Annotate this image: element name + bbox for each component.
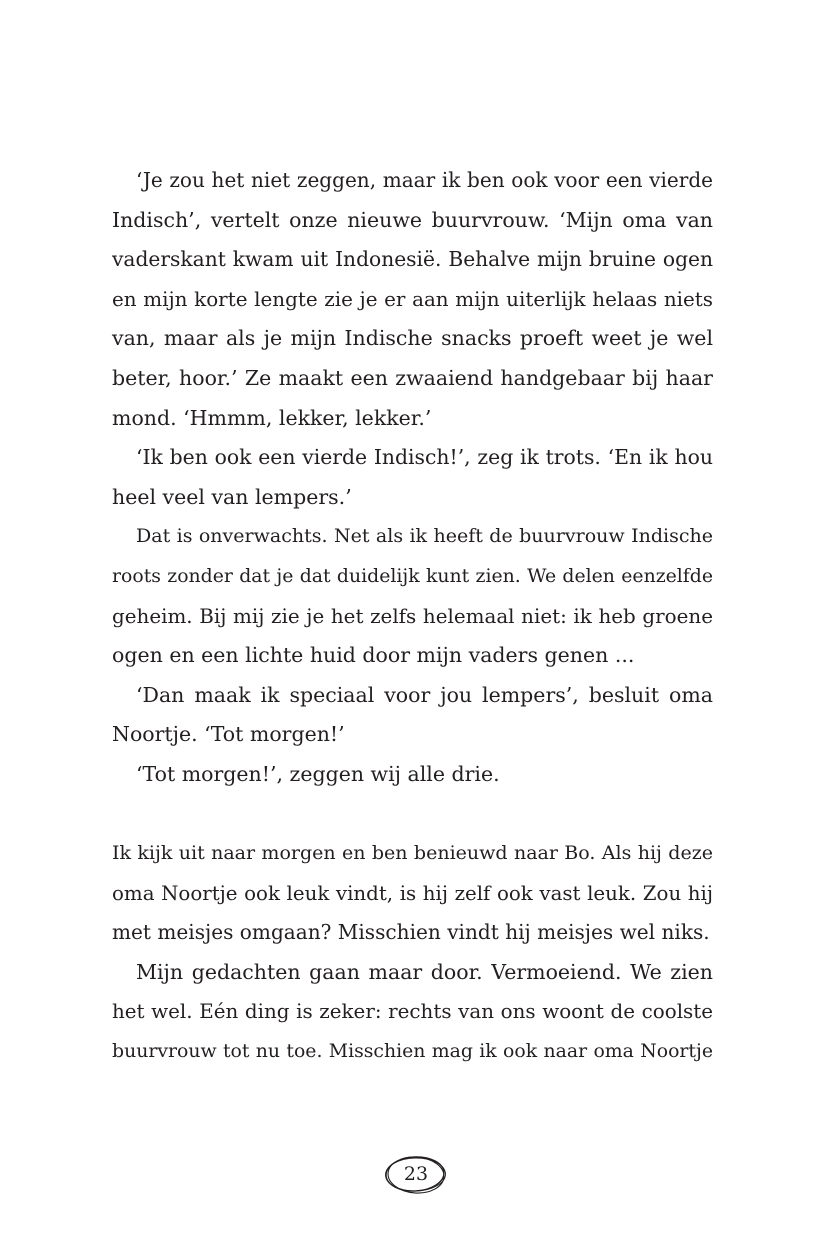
text-line: ogen en een lichte huid door mijn vaders genen ... (112, 643, 635, 668)
paragraph (112, 953, 713, 1072)
text-line: vaderskant kwam uit Indonesië. Behalve mijn bruine ogen (112, 247, 713, 272)
text-line: oma Noortje ook leuk vindt, is hij zelf ook vast leuk. Zou hij (112, 881, 713, 905)
page-number: 23 (403, 1163, 429, 1185)
text-line: Ik kijk uit naar morgen en ben benieuwd naar Bo. Als hij deze (112, 842, 713, 865)
page-number-badge (384, 1154, 448, 1198)
text-line: mond. ‘Hmmm, lekker, lekker.’ (112, 405, 432, 430)
text-line: ‘Tot morgen!’, zeggen wij alle drie. (136, 761, 500, 786)
text-line: ‘Je zou het niet zeggen, maar ik ben ook voor een vierde (136, 168, 713, 192)
text-line: met meisjes omgaan? Misschien vindt hij meisjes wel niks. (112, 920, 710, 945)
text-line: Noortje. ‘Tot morgen!’ (112, 722, 345, 747)
paragraph (112, 676, 713, 755)
text-line: roots zonder dat je dat duidelijk kunt zien. We delen eenzelfde (112, 565, 713, 587)
text-line: ‘Dan maak ik speciaal voor jou lempers’, besluit oma (136, 682, 713, 707)
text-line: geheim. Bij mij zie je het zelfs helemaal niet: ik heb groene (112, 604, 713, 628)
text-line: beter, hoor.’ Ze maakt een zwaaiend handgebaar bij haar (112, 365, 713, 390)
paragraph (112, 161, 713, 438)
text-line: heel veel van lempers.’ (112, 484, 352, 509)
paragraph-gap (112, 795, 713, 835)
paragraph (112, 438, 713, 517)
text-line: ‘Ik ben ook een vierde Indisch!’, zeg ik trots. ‘En ik hou (136, 445, 713, 470)
paragraph (112, 517, 713, 675)
text-line: buurvrouw tot nu toe. Misschien mag ik ook naar oma Noortje (112, 1041, 713, 1063)
paragraph (112, 755, 713, 795)
text-line: van, maar als je mijn Indische snacks proeft weet je wel (112, 326, 713, 351)
body-text (112, 161, 713, 1072)
text-line: Dat is onverwachts. Net als ik heeft de buurvrouw Indische (136, 525, 713, 548)
paragraph (112, 834, 713, 953)
text-line: het wel. Eén ding is zeker: rechts van ons woont de coolste (112, 1000, 713, 1024)
text-line: en mijn korte lengte zie je er aan mijn uiterlijk helaas niets (112, 287, 713, 311)
text-line: Mijn gedachten gaan maar door. Vermoeiend. We zien (136, 959, 713, 984)
text-line: Indisch’, vertelt onze nieuwe buurvrouw. ‘Mijn oma van (112, 207, 713, 232)
